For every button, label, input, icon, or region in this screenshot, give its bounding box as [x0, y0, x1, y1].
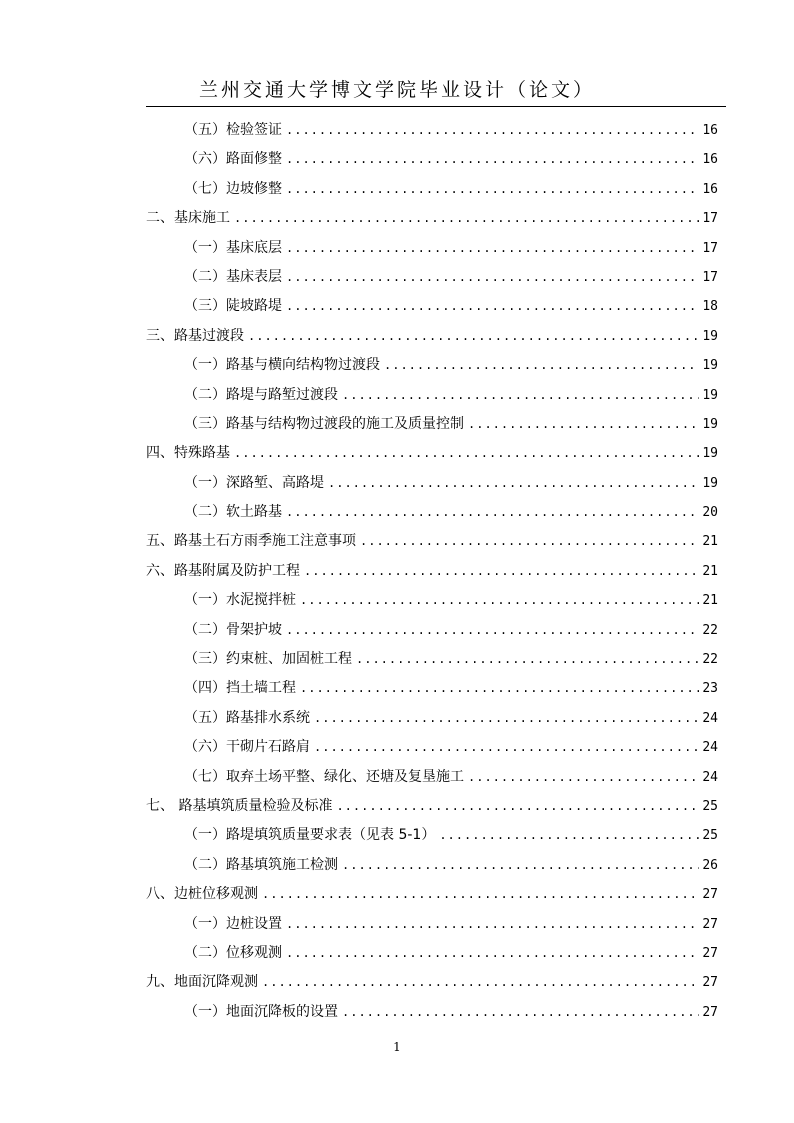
toc-entry-label: （六）路面修整 — [184, 151, 282, 168]
toc-entry-label: （一）基床底层 — [184, 239, 282, 256]
toc-dot-leader — [439, 821, 699, 850]
toc-entry-label: （四）挡土墙工程 — [184, 680, 296, 697]
toc-entry[interactable] — [146, 792, 718, 821]
toc-dot-leader — [286, 616, 699, 645]
toc-entry-page-number: 22 — [702, 652, 718, 668]
toc-dot-leader — [286, 234, 699, 263]
toc-dot-leader — [356, 645, 699, 674]
toc-entry[interactable] — [146, 557, 718, 586]
toc-entry[interactable] — [146, 645, 718, 674]
toc-entry[interactable] — [146, 234, 718, 263]
toc-entry[interactable] — [146, 145, 718, 174]
toc-dot-leader — [342, 998, 699, 1027]
toc-entry-page-number: 19 — [702, 446, 718, 462]
toc-dot-leader — [360, 527, 699, 556]
toc-entry[interactable] — [146, 439, 718, 468]
toc-entry-page-number: 25 — [702, 798, 718, 814]
toc-entry-label: （六）干砌片石路肩 — [184, 739, 310, 756]
toc-entry-label: 九、地面沉降观测 — [146, 974, 258, 991]
toc-entry-label: （二）位移观测 — [184, 944, 282, 961]
toc-entry-label: 八、边桩位移观测 — [146, 886, 258, 903]
toc-dot-leader — [300, 674, 699, 703]
toc-entry-page-number: 17 — [702, 211, 718, 227]
toc-entry[interactable] — [146, 968, 718, 997]
toc-entry[interactable] — [146, 704, 718, 733]
toc-entry[interactable] — [146, 527, 718, 556]
toc-entry-label: （三）约束桩、加固桩工程 — [184, 651, 352, 668]
toc-entry-page-number: 17 — [702, 240, 718, 256]
toc-dot-leader — [314, 704, 699, 733]
toc-entry-label: （一）深路堑、高路堤 — [184, 474, 324, 491]
toc-entry-page-number: 27 — [702, 1004, 718, 1020]
toc-entry-label: （五）检验签证 — [184, 122, 282, 138]
toc-entry-label: （七）边坡修整 — [184, 180, 282, 197]
toc-entry-page-number: 21 — [702, 534, 718, 550]
toc-entry-page-number: 24 — [702, 740, 718, 756]
toc-dot-leader — [300, 586, 699, 615]
toc-entry[interactable] — [146, 116, 718, 145]
toc-entry[interactable] — [146, 939, 718, 968]
toc-entry[interactable] — [146, 998, 718, 1027]
toc-dot-leader — [262, 880, 699, 909]
toc-entry-label: （三）陡坡路堤 — [184, 298, 282, 315]
toc-entry-label: （一）边桩设置 — [184, 915, 282, 932]
toc-entry[interactable] — [146, 763, 718, 792]
toc-entry[interactable] — [146, 586, 718, 615]
toc-entry-label: （二）骨架护坡 — [184, 621, 282, 638]
header-divider — [146, 106, 726, 107]
toc-dot-leader — [336, 792, 699, 821]
toc-dot-leader — [286, 498, 699, 527]
toc-entry-label: 二、基床施工 — [146, 210, 230, 227]
toc-entry-page-number: 27 — [702, 887, 718, 903]
toc-entry[interactable] — [146, 910, 718, 939]
toc-dot-leader — [286, 910, 699, 939]
toc-dot-leader — [286, 116, 699, 145]
toc-entry[interactable] — [146, 616, 718, 645]
toc-entry-page-number: 19 — [702, 328, 718, 344]
toc-entry[interactable] — [146, 469, 718, 498]
toc-dot-leader — [286, 145, 699, 174]
toc-entry[interactable] — [146, 175, 718, 204]
toc-entry-page-number: 26 — [702, 857, 718, 873]
toc-entry-label: （三）路基与结构物过渡段的施工及质量控制 — [184, 415, 464, 432]
toc-entry[interactable] — [146, 381, 718, 410]
toc-entry-label: （二）路基填筑施工检测 — [184, 856, 338, 873]
toc-entry-page-number: 22 — [702, 622, 718, 638]
toc-dot-leader — [314, 733, 699, 762]
toc-entry-page-number: 18 — [702, 299, 718, 315]
toc-entry[interactable] — [146, 498, 718, 527]
toc-entry-page-number: 23 — [702, 681, 718, 697]
toc-entry[interactable] — [146, 821, 718, 850]
toc-dot-leader — [304, 557, 699, 586]
toc-entry-label: 三、路基过渡段 — [146, 327, 244, 344]
toc-entry[interactable] — [146, 880, 718, 909]
toc-entry[interactable] — [146, 263, 718, 292]
toc-entry-page-number: 19 — [702, 416, 718, 432]
toc-entry-page-number: 20 — [702, 505, 718, 521]
toc-dot-leader — [286, 263, 699, 292]
toc-entry-label: 五、路基土石方雨季施工注意事项 — [146, 533, 356, 550]
toc-entry-label: （一）路堤填筑质量要求表（见表 5-1） — [184, 827, 436, 844]
toc-entry[interactable] — [146, 674, 718, 703]
toc-entry-label: 六、路基附属及防护工程 — [146, 562, 300, 579]
toc-entry[interactable] — [146, 292, 718, 321]
toc-entry-label: （一）地面沉降板的设置 — [184, 1003, 338, 1020]
toc-dot-leader — [342, 851, 699, 880]
toc-dot-leader — [248, 322, 699, 351]
toc-dot-leader — [384, 351, 699, 380]
toc-entry-page-number: 16 — [702, 181, 718, 197]
toc-entry-label: （七）取弃土场平整、绿化、还塘及复垦施工 — [184, 768, 464, 785]
toc-entry-label: 七、 路基填筑质量检验及标准 — [146, 797, 333, 814]
toc-entry-page-number: 27 — [702, 975, 718, 991]
toc-entry[interactable] — [146, 851, 718, 880]
table-of-contents — [146, 116, 718, 1027]
document-header-title: 兰州交通大学博文学院毕业设计（论文） — [198, 79, 595, 101]
toc-entry-page-number: 21 — [702, 593, 718, 609]
toc-entry-page-number: 17 — [702, 269, 718, 285]
toc-entry-page-number: 27 — [702, 945, 718, 961]
toc-entry-page-number: 16 — [702, 123, 718, 138]
toc-dot-leader — [342, 381, 699, 410]
toc-entry[interactable] — [146, 410, 718, 439]
toc-dot-leader — [234, 439, 699, 468]
toc-dot-leader — [468, 410, 699, 439]
toc-entry-page-number: 19 — [702, 475, 718, 491]
toc-entry-page-number: 24 — [702, 710, 718, 726]
toc-dot-leader — [328, 469, 699, 498]
toc-entry-label: （五）路基排水系统 — [184, 709, 310, 726]
toc-dot-leader — [286, 939, 699, 968]
toc-entry-page-number: 19 — [702, 358, 718, 374]
toc-entry[interactable] — [146, 204, 718, 233]
toc-dot-leader — [286, 292, 699, 321]
toc-entry-page-number: 21 — [702, 563, 718, 579]
toc-entry-page-number: 16 — [702, 152, 718, 168]
toc-dot-leader — [234, 204, 699, 233]
toc-entry-page-number: 24 — [702, 769, 718, 785]
toc-dot-leader — [286, 175, 699, 204]
toc-entry-page-number: 19 — [702, 387, 718, 403]
toc-entry[interactable] — [146, 351, 718, 380]
toc-entry-label: （二）软土路基 — [184, 504, 282, 521]
toc-entry[interactable] — [146, 322, 718, 351]
toc-entry-label: （一）路基与横向结构物过渡段 — [184, 357, 380, 374]
toc-entry-label: （一）水泥搅拌桩 — [184, 592, 296, 609]
page-number: 1 — [393, 1040, 401, 1054]
toc-entry-label: 四、特殊路基 — [146, 445, 230, 462]
toc-entry-page-number: 27 — [702, 916, 718, 932]
toc-dot-leader — [468, 763, 699, 792]
toc-entry-label: （二）基床表层 — [184, 268, 282, 285]
toc-entry[interactable] — [146, 733, 718, 762]
toc-dot-leader — [262, 968, 699, 997]
toc-entry-label: （二）路堤与路堑过渡段 — [184, 386, 338, 403]
toc-entry-page-number: 25 — [702, 828, 718, 844]
